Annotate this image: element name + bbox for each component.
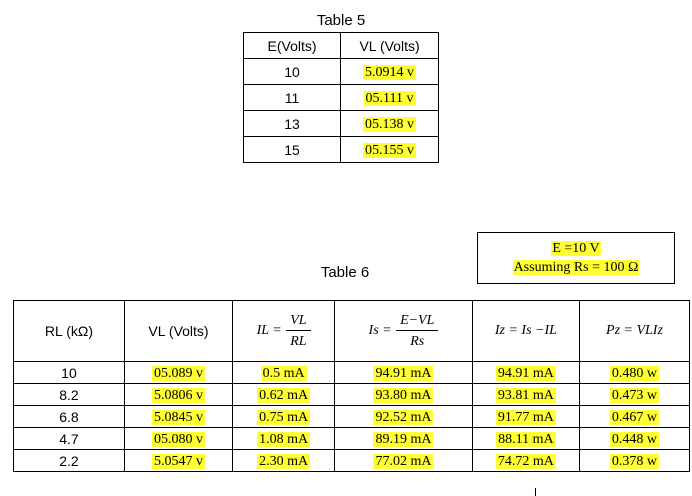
table6-header-iz: Iz = Is −IL bbox=[472, 301, 579, 362]
table5-e-value: 13 bbox=[244, 111, 341, 137]
iz-value: 74.72 mA bbox=[497, 453, 554, 469]
pz-value: 0.467 w bbox=[611, 409, 658, 425]
table6-header-vl: VL (Volts) bbox=[124, 301, 232, 362]
pz-value: 0.378 w bbox=[611, 453, 658, 469]
pz-value: 0.448 w bbox=[611, 431, 658, 447]
rl-value: 8.2 bbox=[14, 384, 125, 406]
is-value: 77.02 mA bbox=[375, 453, 432, 469]
table5-vl-value: 05.155 v bbox=[365, 142, 415, 158]
is-formula-lhs: Is = bbox=[368, 323, 392, 338]
table6 bbox=[13, 300, 690, 472]
table6-header-il bbox=[233, 301, 335, 362]
table5-e-value: 10 bbox=[244, 59, 341, 85]
is-value: 94.91 mA bbox=[375, 365, 432, 381]
pz-value: 0.480 w bbox=[611, 365, 658, 381]
table5 bbox=[243, 32, 439, 163]
table5-header-vl: VL (Volts) bbox=[341, 33, 439, 59]
is-value: 93.80 mA bbox=[375, 387, 432, 403]
table6-header-pz: Pz = VLIz bbox=[579, 301, 689, 362]
note-resistance: Assuming Rs = 100 Ω bbox=[513, 260, 639, 275]
note-voltage: E =10 V bbox=[552, 241, 600, 256]
is-value: 89.19 mA bbox=[375, 431, 432, 447]
table-row bbox=[244, 137, 439, 163]
il-value: 2.30 mA bbox=[259, 453, 309, 469]
vl-value: 5.0806 v bbox=[153, 387, 203, 403]
iz-value: 93.81 mA bbox=[497, 387, 554, 403]
is-value: 92.52 mA bbox=[375, 409, 432, 425]
il-formula-lhs: IL = bbox=[256, 323, 282, 338]
table6-caption: Table 6 bbox=[320, 264, 370, 281]
vl-value: 5.0845 v bbox=[153, 409, 203, 425]
table5-vl-value: 05.111 v bbox=[365, 90, 414, 106]
rl-value: 6.8 bbox=[14, 406, 125, 428]
border-tick bbox=[535, 488, 536, 496]
table-row bbox=[14, 450, 690, 472]
table5-header-e: E(Volts) bbox=[244, 33, 341, 59]
il-value: 0.75 mA bbox=[259, 409, 309, 425]
rl-value: 2.2 bbox=[14, 450, 125, 472]
il-formula-denominator: RL bbox=[290, 333, 307, 349]
il-value: 0.62 mA bbox=[259, 387, 309, 403]
il-formula-numerator: VL bbox=[286, 312, 310, 331]
table-row bbox=[244, 59, 439, 85]
table-row bbox=[244, 111, 439, 137]
is-formula-denominator: Rs bbox=[410, 333, 425, 349]
vl-value: 5.0547 v bbox=[153, 453, 203, 469]
table-row bbox=[14, 384, 690, 406]
vl-value: 05.080 v bbox=[153, 431, 203, 447]
pz-value: 0.473 w bbox=[611, 387, 658, 403]
vl-value: 05.089 v bbox=[153, 365, 203, 381]
table6-header-is bbox=[335, 301, 473, 362]
iz-value: 91.77 mA bbox=[497, 409, 554, 425]
table-row bbox=[14, 428, 690, 450]
iz-value: 94.91 mA bbox=[497, 365, 554, 381]
table-row bbox=[14, 362, 690, 384]
rl-value: 4.7 bbox=[14, 428, 125, 450]
assumption-note bbox=[477, 232, 675, 284]
is-formula-numerator: E−VL bbox=[396, 312, 438, 331]
il-value: 1.08 mA bbox=[259, 431, 309, 447]
il-value: 0.5 mA bbox=[262, 365, 305, 381]
table5-e-value: 15 bbox=[244, 137, 341, 163]
table5-e-value: 11 bbox=[244, 85, 341, 111]
table5-vl-value: 05.138 v bbox=[365, 116, 415, 132]
table5-caption: Table 5 bbox=[316, 12, 366, 29]
table6-header-rl: RL (kΩ) bbox=[14, 301, 125, 362]
iz-value: 88.11 mA bbox=[498, 431, 554, 447]
rl-value: 10 bbox=[14, 362, 125, 384]
table5-vl-value: 5.0914 v bbox=[365, 64, 415, 80]
table-row bbox=[14, 406, 690, 428]
table-row bbox=[244, 85, 439, 111]
